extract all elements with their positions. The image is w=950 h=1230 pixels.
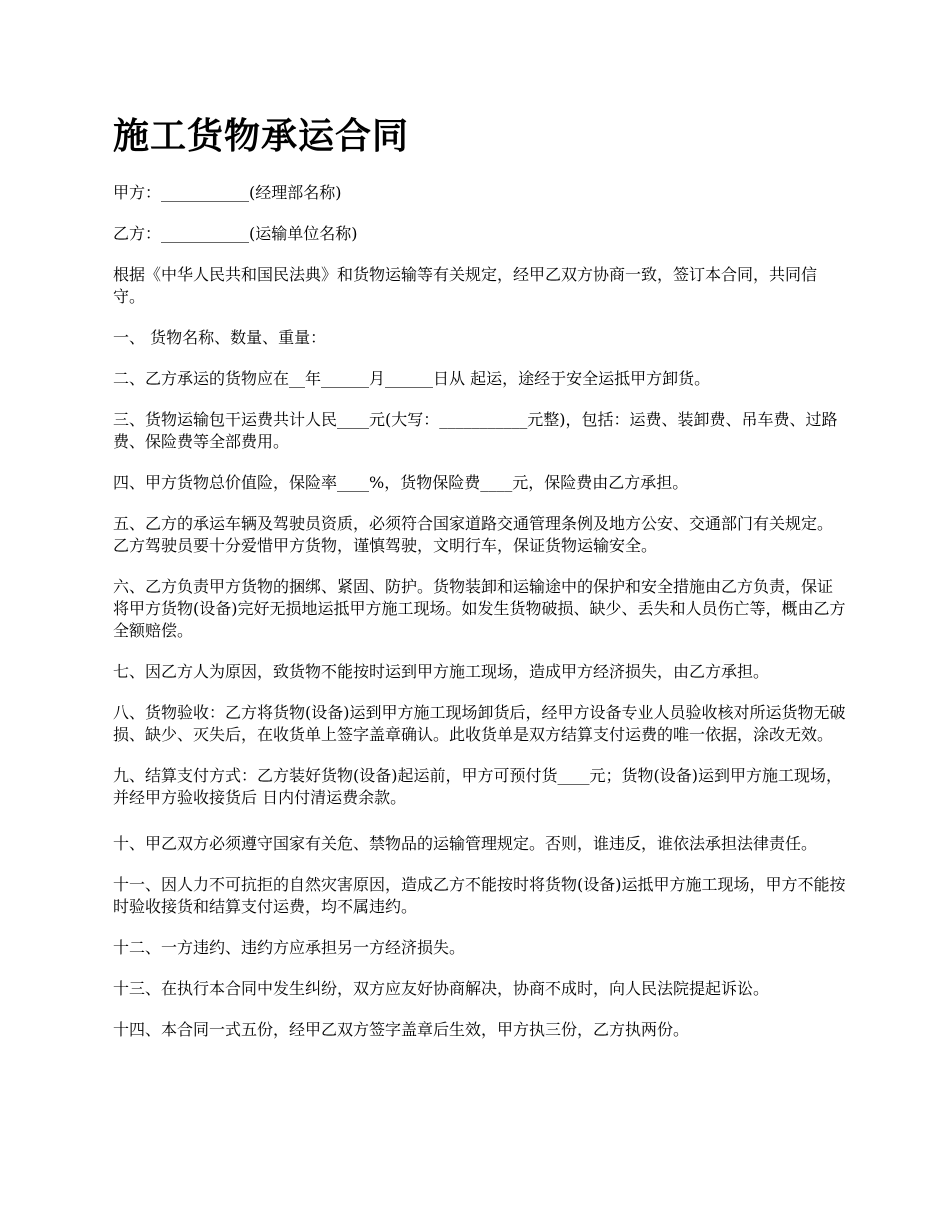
clause-8: 八、货物验收：乙方将货物(设备)运到甲方施工现场卸货后，经甲方设备专业人员验收核对所运货物无破损、缺少、灭失后，在收货单上签字盖章确认。此收货单是双方结算支付运费的唯一依据，涂改无效。	[113, 703, 846, 744]
clause-2: 二、乙方承运的货物应在__年______月______日从 起运，途经于安全运抵甲方卸货。	[113, 369, 711, 388]
clause-5: 五、乙方的承运车辆及驾驶员资质，必须符合国家道路交通管理条例及地方公安、交通部门有关规定。乙方驾驶员要十分爱惜甲方货物，谨慎驾驶，文明行车，保证货物运输安全。	[113, 514, 834, 555]
clause-3: 三、货物运输包干运费共计人民____元(大写：___________元整)，包括：运费、装卸费、吊车费、过路费、保险费等全部费用。	[113, 410, 838, 451]
clause-1: 一、 货物名称、数量、重量：	[113, 328, 327, 347]
clause-4: 四、甲方货物总价值险，保险率____%，货物保险费____元，保险费由乙方承担。	[113, 473, 689, 492]
party-b: 乙方：___________(运输单位名称)	[113, 224, 358, 243]
clause-14: 十四、本合同一式五份，经甲乙双方签字盖章后生效，甲方执三份，乙方执两份。	[113, 1020, 690, 1039]
clause-7: 七、因乙方人为原因，致货物不能按时运到甲方施工现场，造成甲方经济损失，由乙方承担。	[113, 662, 770, 681]
contract-intro: 根据《中华人民共和国民法典》和货物运输等有关规定，经甲乙双方协商一致，签订本合同，共同信守。	[113, 265, 818, 306]
clause-11: 十一、因人力不可抗拒的自然灾害原因，造成乙方不能按时将货物(设备)运抵甲方施工现场，甲方不能按时验收接货和结算支付运费，均不属违约。	[113, 875, 846, 916]
clause-12: 十二、一方违约、违约方应承担另一方经济损失。	[113, 938, 466, 957]
party-a: 甲方：___________(经理部名称)	[113, 183, 342, 202]
clause-10: 十、甲乙双方必须遵守国家有关危、禁物品的运输管理规定。否则，谁违反，谁依法承担法律责任。	[113, 834, 818, 853]
document-title: 施工货物承运合同	[113, 115, 410, 157]
clause-13: 十三、在执行本合同中发生纠纷，双方应友好协商解决，协商不成时，向人民法院提起诉讼。	[113, 979, 770, 998]
contract-page	[113, 112, 848, 1060]
clause-9: 九、结算支付方式：乙方装好货物(设备)起运前，甲方可预付货____元；货物(设备)运到甲方施工现场，并经甲方验收接货后 日内付清运费余款。	[113, 766, 842, 807]
clause-6: 六、乙方负责甲方货物的捆绑、紧固、防护。货物装卸和运输途中的保护和安全措施由乙方负责，保证将甲方货物(设备)完好无损地运抵甲方施工现场。如发生货物破损、缺少、丢失和人员伤亡等，概由乙方全额赔偿。	[113, 577, 846, 640]
